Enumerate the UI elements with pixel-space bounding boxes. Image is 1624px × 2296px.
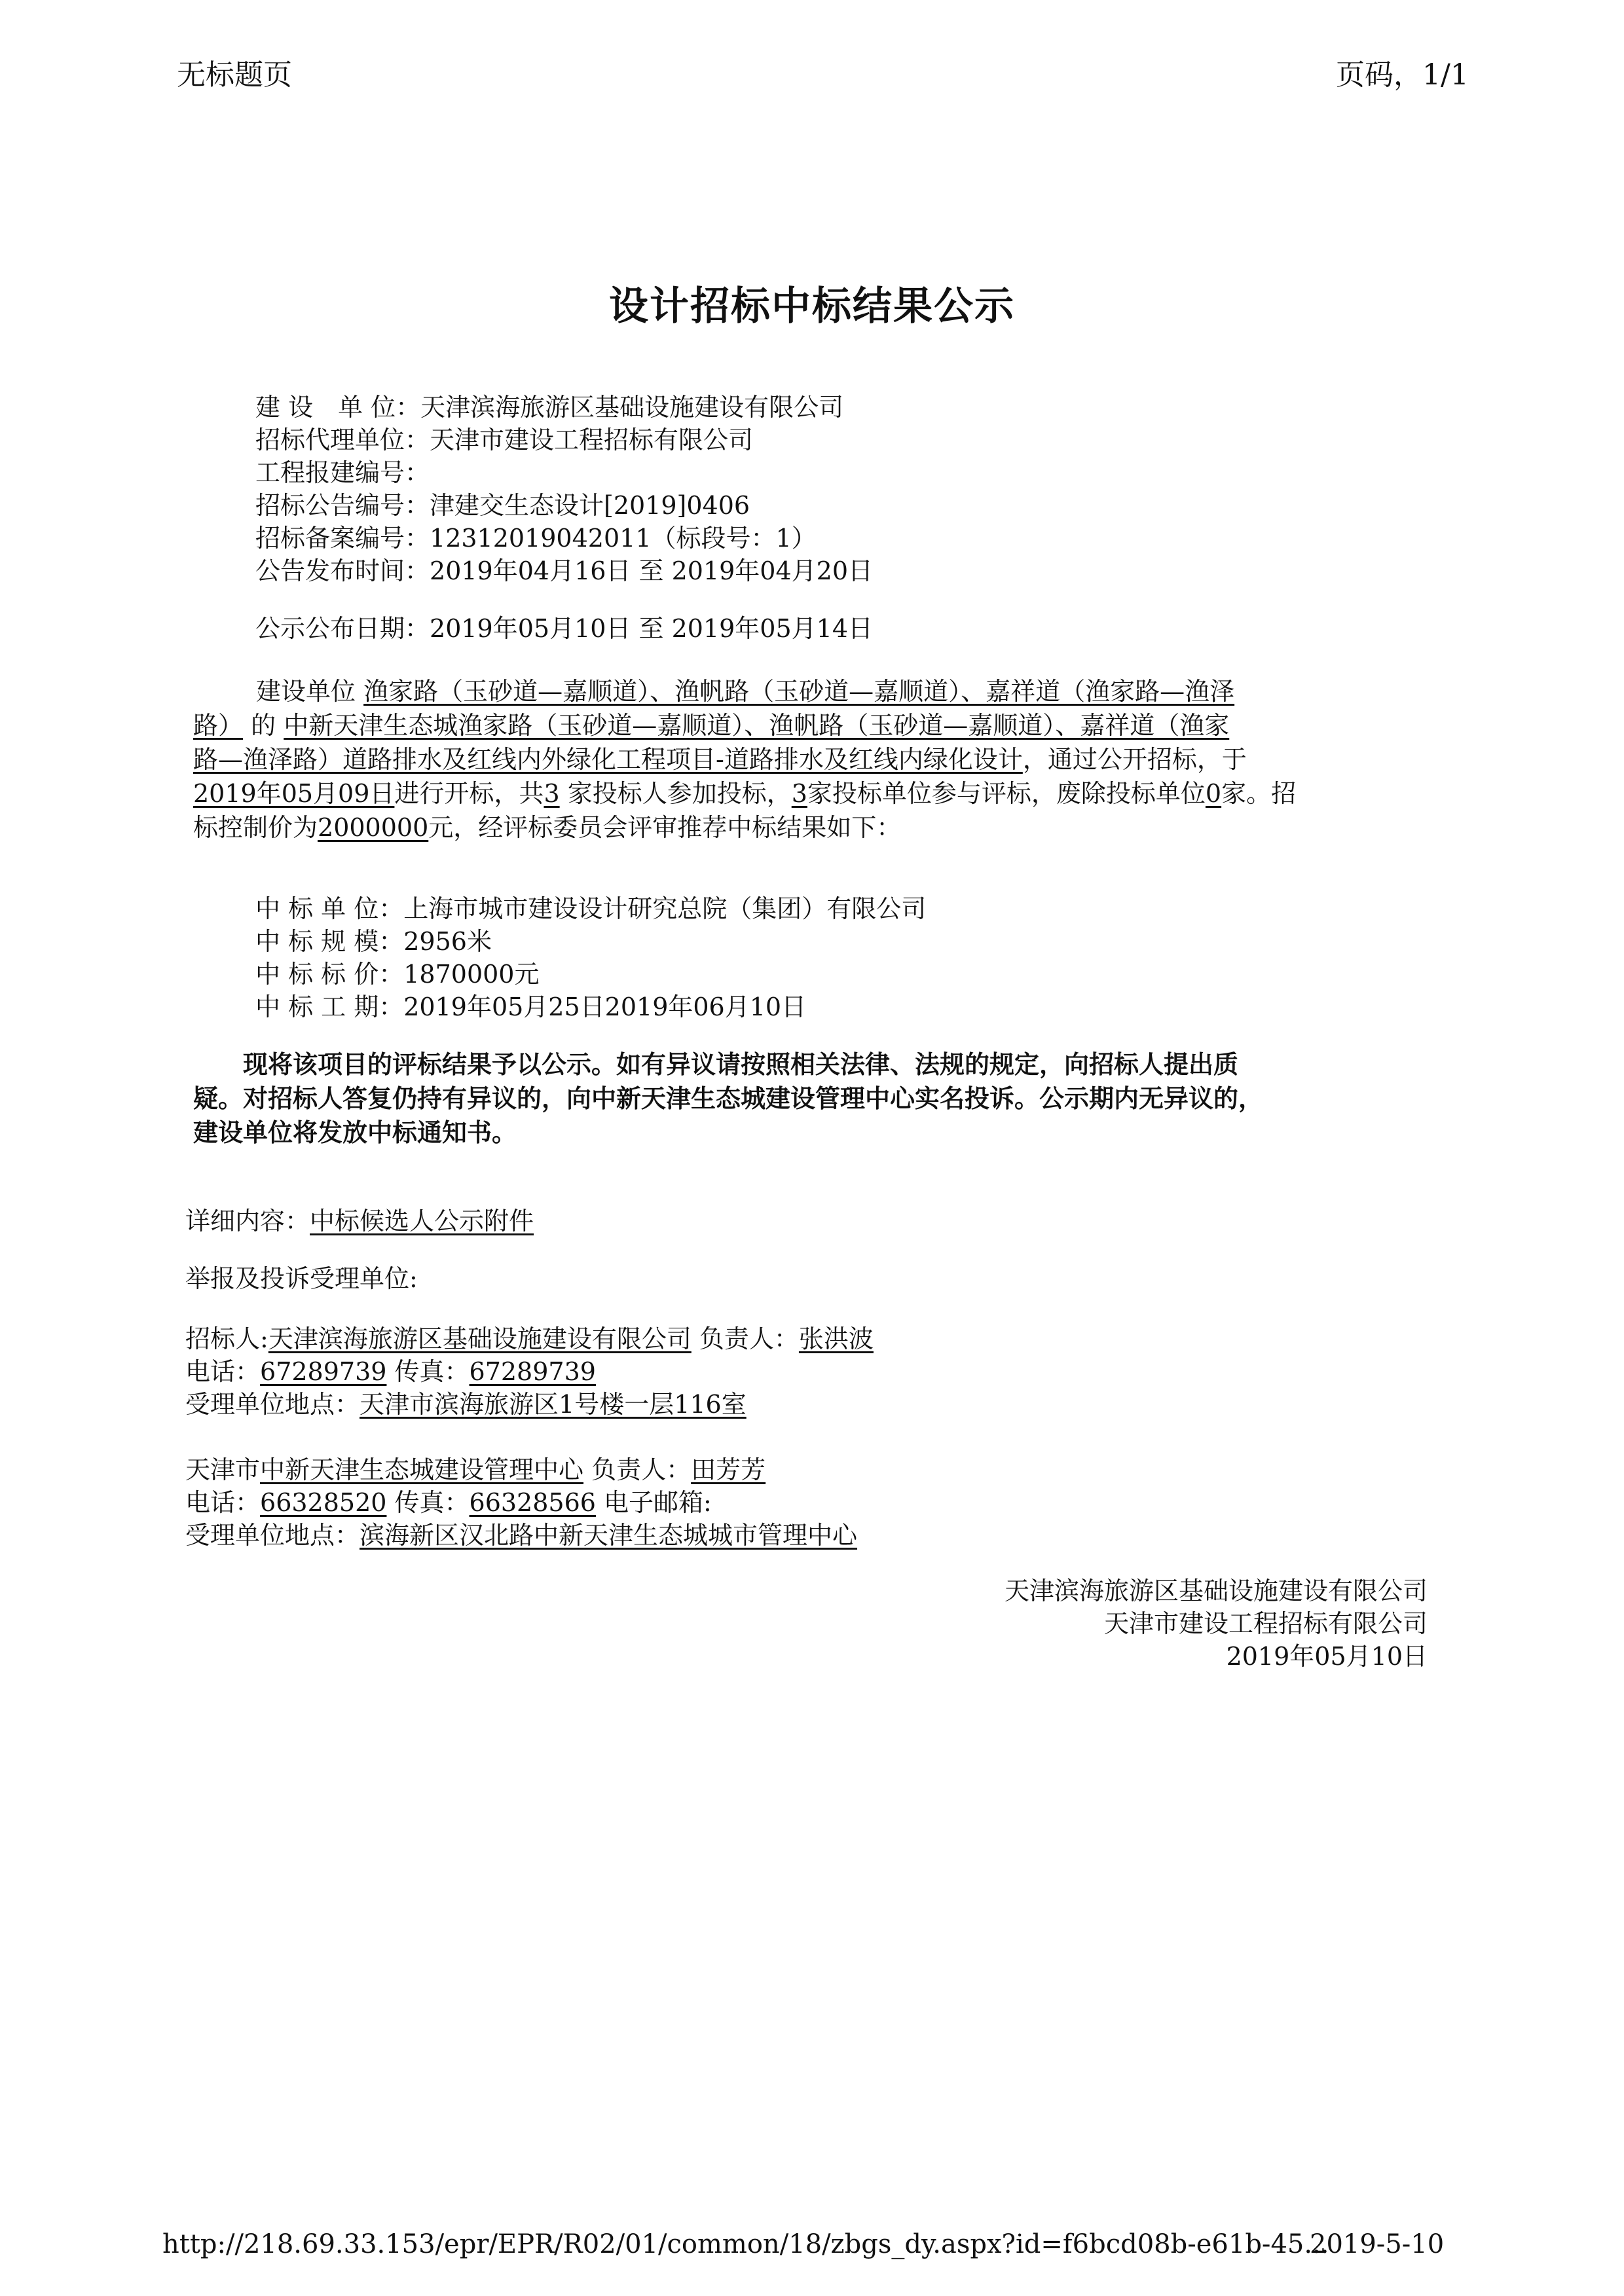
tel-label: 电话： [185,1488,261,1517]
email-label: 电子邮箱: [595,1488,712,1517]
info-label: 招标代理单位： [255,426,430,454]
info-row-agent [255,424,873,456]
signature-date: 2019年05月10日 [1226,1642,1428,1671]
authority-block [185,1453,857,1552]
info-label: 建 设 单 位： [255,393,421,422]
fax-label: 传真： [386,1488,470,1517]
notice-paragraph [193,1048,1437,1150]
winner-row-period [255,991,926,1023]
winner-label: 中 标 工 期： [255,993,404,1021]
notice-line: 疑。对招标人答复仍持有异议的，向中新天津生态城建设管理中心实名投诉。公示期内无异议的， [193,1084,1264,1113]
body-text: 建设单位 [256,677,356,706]
info-value: 2019年04月16日 至 2019年04月20日 [430,556,874,585]
signature-org-2: 天津市建设工程招标有限公司 [1103,1609,1428,1638]
body-text: ，通过公开招标，于 [1022,745,1247,774]
body-text: 家。招 [1221,779,1297,808]
tenderer-label: 招标人: [185,1324,268,1353]
info-value: 12312019042011（标段号：1） [430,524,817,553]
info-row-notice-code [255,489,873,522]
tenderer-block [185,1322,874,1421]
footer-url: http://218.69.33.153/epr/EPR/R02/01/common/18/zbgs_dy.aspx?id=f6bcd08b-e61b-45... [162,2229,1329,2259]
winner-value: 1870000元 [403,960,540,989]
winner-row-price [255,958,926,991]
authority-fax: 66328566 [469,1488,596,1517]
authority-person: 田芳芳 [691,1455,766,1484]
detail-row [185,1205,534,1237]
authority-prefix: 天津市 [185,1455,261,1484]
control-price: 2000000 [318,813,429,842]
road-name-link-cont[interactable]: 路） [193,711,244,740]
tenderer-person: 张洪波 [798,1324,874,1353]
info-value: 津建交生态设计[2019]0406 [430,491,750,520]
winner-value: 2019年05月25日2019年06月10日 [403,993,807,1021]
winner-row-scale [255,925,926,958]
info-block [255,391,873,587]
tenderer-fax: 67289739 [469,1357,596,1386]
body-text: 元，经评标委员会评审推荐中标结果如下： [428,813,902,842]
body-paragraph [193,674,1437,845]
tenderer-tel: 67289739 [260,1357,387,1386]
info-row-notice-time [255,555,873,587]
rejected-count: 0 [1205,779,1222,808]
authority-address: 滨海新区汉北路中新天津生态城城市管理中心 [360,1521,858,1550]
address-label: 受理单位地点： [185,1390,360,1419]
road-name-link[interactable]: 渔家路（玉砂道—嘉顺道）、渔帆路（玉砂道—嘉顺道）、嘉祥道（渔家路—渔泽 [363,677,1235,706]
footer-date: 2019-5-10 [1310,2229,1445,2259]
evaluated-count: 3 [791,779,807,808]
authority-contact-row [185,1486,857,1519]
winner-block [255,892,926,1023]
authority-row [185,1453,857,1486]
address-label: 受理单位地点： [185,1521,360,1550]
info-row-record-code [255,522,873,555]
header-page-number: 页码，1/1 [1336,58,1469,92]
winner-label: 中 标 标 价： [255,960,404,989]
person-label: 负责人： [691,1324,799,1353]
header-page-title: 无标题页 [177,58,292,92]
tel-label: 电话： [185,1357,261,1386]
tenderer-name-link[interactable]: 天津滨海旅游区基础设施建设有限公司 [268,1324,692,1353]
info-label: 招标备案编号： [255,524,430,553]
opening-date: 2019年05月09日 [193,779,395,808]
signature-block [851,1575,1428,1673]
tenderer-address: 天津市滨海旅游区1号楼一层116室 [360,1390,747,1419]
winner-label: 中 标 规 模： [255,927,404,956]
fax-label: 传真： [386,1357,470,1386]
info-label: 工程报建编号： [255,458,430,487]
attachment-link[interactable]: 中标候选人公示附件 [310,1207,534,1235]
project-name-link-cont[interactable]: 路—渔泽路）道路排水及红线内外绿化工程项目-道路排水及红线内绿化设计 [193,745,1023,774]
signature-org-1: 天津滨海旅游区基础设施建设有限公司 [1004,1576,1428,1605]
bidder-count: 3 [544,779,560,808]
body-text: 标控制价为 [193,813,318,842]
info-label: 招标公告编号： [255,491,430,520]
authority-name-link[interactable]: 中新天津生态城建设管理中心 [260,1455,584,1484]
info-row-builder [255,391,873,424]
tenderer-row [185,1322,874,1355]
person-label: 负责人： [583,1455,692,1484]
info-value: 天津市建设工程招标有限公司 [430,426,754,454]
body-text: 家投标单位参与评标，废除投标单位 [807,779,1206,808]
winner-value: 上海市城市建设设计研究总院（集团）有限公司 [403,894,927,923]
info-value: 天津滨海旅游区基础设施建设有限公司 [420,393,844,422]
publish-value: 2019年05月10日 至 2019年05月14日 [430,614,874,643]
body-text: 进行开标，共 [394,779,544,808]
document-title: 设计招标中标结果公示 [609,283,1015,329]
notice-line: 建设单位将发放中标通知书。 [193,1118,517,1147]
body-text: 的 [251,711,276,740]
winner-row-company [255,892,926,925]
winner-label: 中 标 单 位： [255,894,404,923]
project-name-link[interactable]: 中新天津生态城渔家路（玉砂道—嘉顺道）、渔帆路（玉砂道—嘉顺道）、嘉祥道（渔家 [284,711,1230,740]
info-row-project-code [255,456,873,489]
tenderer-contact-row [185,1355,874,1388]
publish-date-row [255,612,873,645]
publish-label: 公示公布日期： [255,614,430,643]
winner-value: 2956米 [403,927,492,956]
notice-line: 现将该项目的评标结果予以公示。如有异议请按照相关法律、法规的规定，向招标人提出质 [243,1049,1239,1079]
tenderer-address-row [185,1388,874,1421]
detail-label: 详细内容： [185,1207,310,1235]
complaint-title: 举报及投诉受理单位: [185,1264,418,1293]
body-text: 家投标人参加投标， [559,779,792,808]
info-label: 公告发布时间： [255,556,430,585]
authority-tel: 66328520 [260,1488,387,1517]
authority-address-row [185,1519,857,1552]
